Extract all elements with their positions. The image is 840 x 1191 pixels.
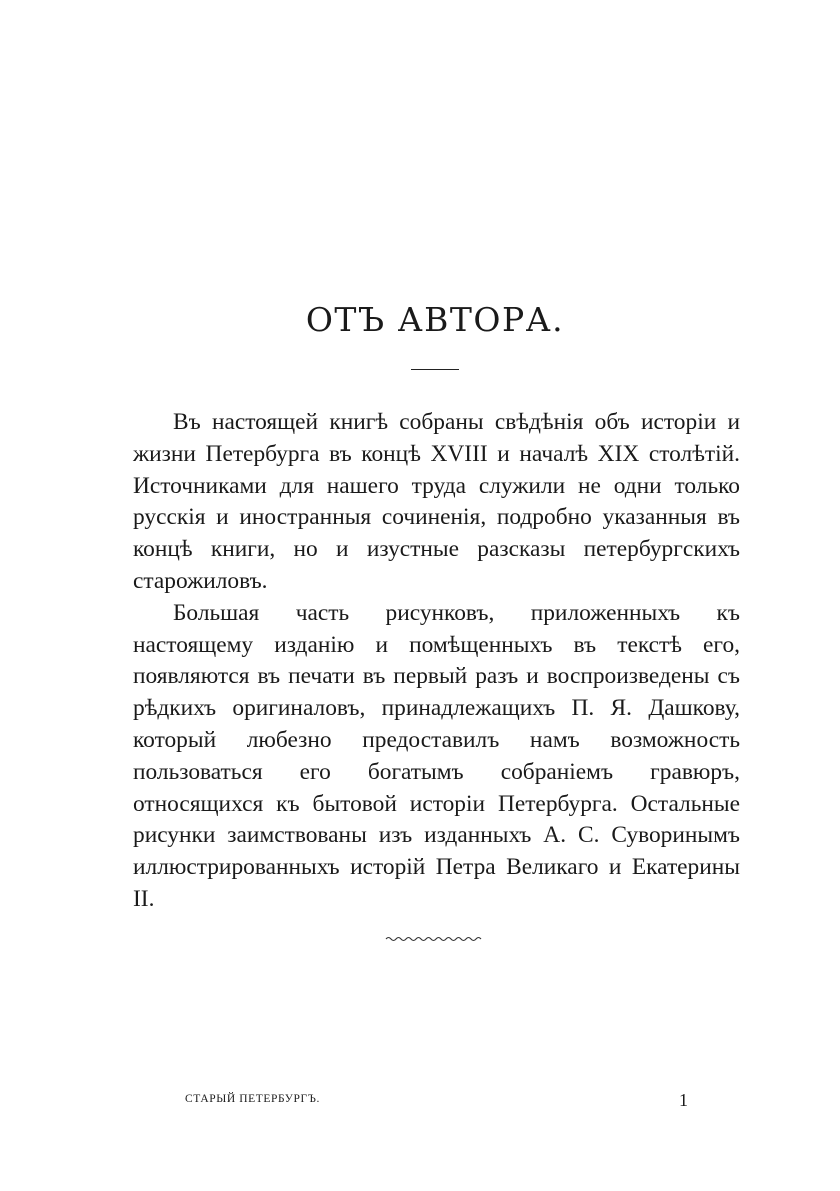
paragraph-2: Большая часть рисунковъ, приложенныхъ къ настоящему изданію и помѣщенныхъ въ текстѣ его, появляются въ печати въ первый разъ и воспроизведены съ рѣдкихъ оригиналовъ, принадлежащихъ П. Я. Дашкову, который любезно предоставилъ намъ возможность пользоваться его богатымъ собраніемъ гравюръ, относящихся къ бытовой исторіи Петербурга. Остальные рисунки заимствованы изъ изданныхъ А. С. Суворинымъ иллюстрированныхъ исторій Петра Великаго и Екатерины II. [133, 599, 740, 912]
page-number: 1 [679, 1090, 688, 1110]
body-text [133, 407, 740, 916]
running-title: СТАРЫЙ ПЕТЕРБУРГЪ. [185, 1093, 320, 1105]
page-title: ОТЪ АВТОРА. [305, 300, 565, 339]
title-rule [411, 369, 459, 370]
paragraph-1: Въ настоящей книгѣ собраны свѣдѣнія объ исторіи и жизни Петербурга въ концѣ XVIII и началѣ XIX столѣтій. Источниками для нашего труда служили не одни только русскія и иностранныя сочиненія, подробно указанныя въ концѣ книги, но и изустные разсказы петербургскихъ старожиловъ. [133, 409, 740, 594]
wavy-ornament [385, 934, 483, 944]
